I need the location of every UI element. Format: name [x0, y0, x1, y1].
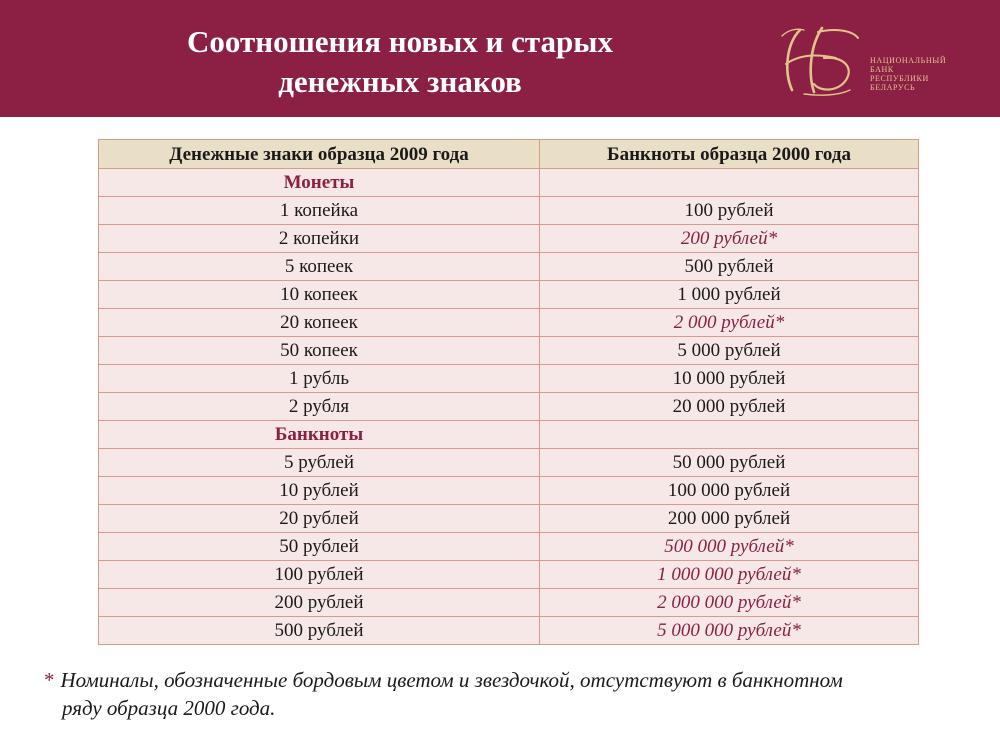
- logo-line: БАНК: [870, 65, 894, 74]
- old-denomination-cell: [540, 421, 919, 449]
- old-denomination-cell: 100 000 рублей: [540, 477, 919, 505]
- section-label: Банкноты: [99, 421, 540, 449]
- new-denomination-cell: 10 копеек: [99, 281, 540, 309]
- old-denomination-cell: 20 000 рублей: [540, 393, 919, 421]
- table-row: [99, 197, 919, 225]
- column-header-2000: Банкноты образца 2000 года: [540, 140, 919, 169]
- table-row: [99, 309, 919, 337]
- old-denomination-cell: 1 000 000 рублей*: [540, 561, 919, 589]
- new-denomination-cell: 2 копейки: [99, 225, 540, 253]
- page-title: [120, 22, 680, 102]
- nb-monogram-icon: [778, 24, 866, 98]
- table-row: [99, 365, 919, 393]
- table-row: [99, 253, 919, 281]
- denomination-table: [98, 139, 919, 645]
- old-denomination-cell: 5 000 000 рублей*: [540, 617, 919, 645]
- new-denomination-cell: 10 рублей: [99, 477, 540, 505]
- old-denomination-cell: 200 000 рублей: [540, 505, 919, 533]
- logo-line: НАЦИОНАЛЬНЫЙ: [870, 56, 947, 65]
- footnote: [44, 666, 974, 722]
- table-row: [99, 337, 919, 365]
- table-row: [99, 617, 919, 645]
- old-denomination-cell: 50 000 рублей: [540, 449, 919, 477]
- old-denomination-cell: 2 000 рублей*: [540, 309, 919, 337]
- logo-line: БЕЛАРУСЬ: [870, 83, 916, 92]
- new-denomination-cell: 20 копеек: [99, 309, 540, 337]
- table-row: [99, 505, 919, 533]
- old-denomination-cell: 10 000 рублей: [540, 365, 919, 393]
- table-row: [99, 225, 919, 253]
- column-header-2009: Денежные знаки образца 2009 года: [99, 140, 540, 169]
- table-row: [99, 393, 919, 421]
- footnote-line-2: ряду образца 2000 года.: [62, 696, 276, 720]
- old-denomination-cell: 500 рублей: [540, 253, 919, 281]
- old-denomination-cell: 500 000 рублей*: [540, 533, 919, 561]
- old-denomination-cell: [540, 169, 919, 197]
- footnote-asterisk: *: [44, 668, 55, 692]
- new-denomination-cell: 200 рублей: [99, 589, 540, 617]
- table-row: [99, 477, 919, 505]
- table-body: [99, 169, 919, 645]
- table-row: [99, 561, 919, 589]
- table-row: [99, 449, 919, 477]
- new-denomination-cell: 100 рублей: [99, 561, 540, 589]
- old-denomination-cell: 5 000 рублей: [540, 337, 919, 365]
- new-denomination-cell: 1 копейка: [99, 197, 540, 225]
- logo-line: РЕСПУБЛИКИ: [870, 74, 929, 83]
- table-section-row: [99, 421, 919, 449]
- old-denomination-cell: 200 рублей*: [540, 225, 919, 253]
- title-line-2: денежных знаков: [278, 64, 522, 99]
- table-row: [99, 281, 919, 309]
- old-denomination-cell: 2 000 000 рублей*: [540, 589, 919, 617]
- new-denomination-cell: 2 рубля: [99, 393, 540, 421]
- new-denomination-cell: 20 рублей: [99, 505, 540, 533]
- old-denomination-cell: 1 000 рублей: [540, 281, 919, 309]
- table-row: [99, 589, 919, 617]
- table-row: [99, 533, 919, 561]
- new-denomination-cell: 50 рублей: [99, 533, 540, 561]
- national-bank-logo: [778, 24, 978, 98]
- section-label: Монеты: [99, 169, 540, 197]
- table-header-row: [99, 140, 919, 169]
- new-denomination-cell: 5 рублей: [99, 449, 540, 477]
- header-banner: [0, 0, 1000, 117]
- new-denomination-cell: 500 рублей: [99, 617, 540, 645]
- old-denomination-cell: 100 рублей: [540, 197, 919, 225]
- new-denomination-cell: 50 копеек: [99, 337, 540, 365]
- title-line-1: Соотношения новых и старых: [187, 24, 613, 59]
- footnote-line-1: Номиналы, обозначенные бордовым цветом и звездочкой, отсутствуют в банкнотном: [60, 668, 843, 692]
- new-denomination-cell: 5 копеек: [99, 253, 540, 281]
- table-section-row: [99, 169, 919, 197]
- logo-text: [870, 56, 946, 92]
- new-denomination-cell: 1 рубль: [99, 365, 540, 393]
